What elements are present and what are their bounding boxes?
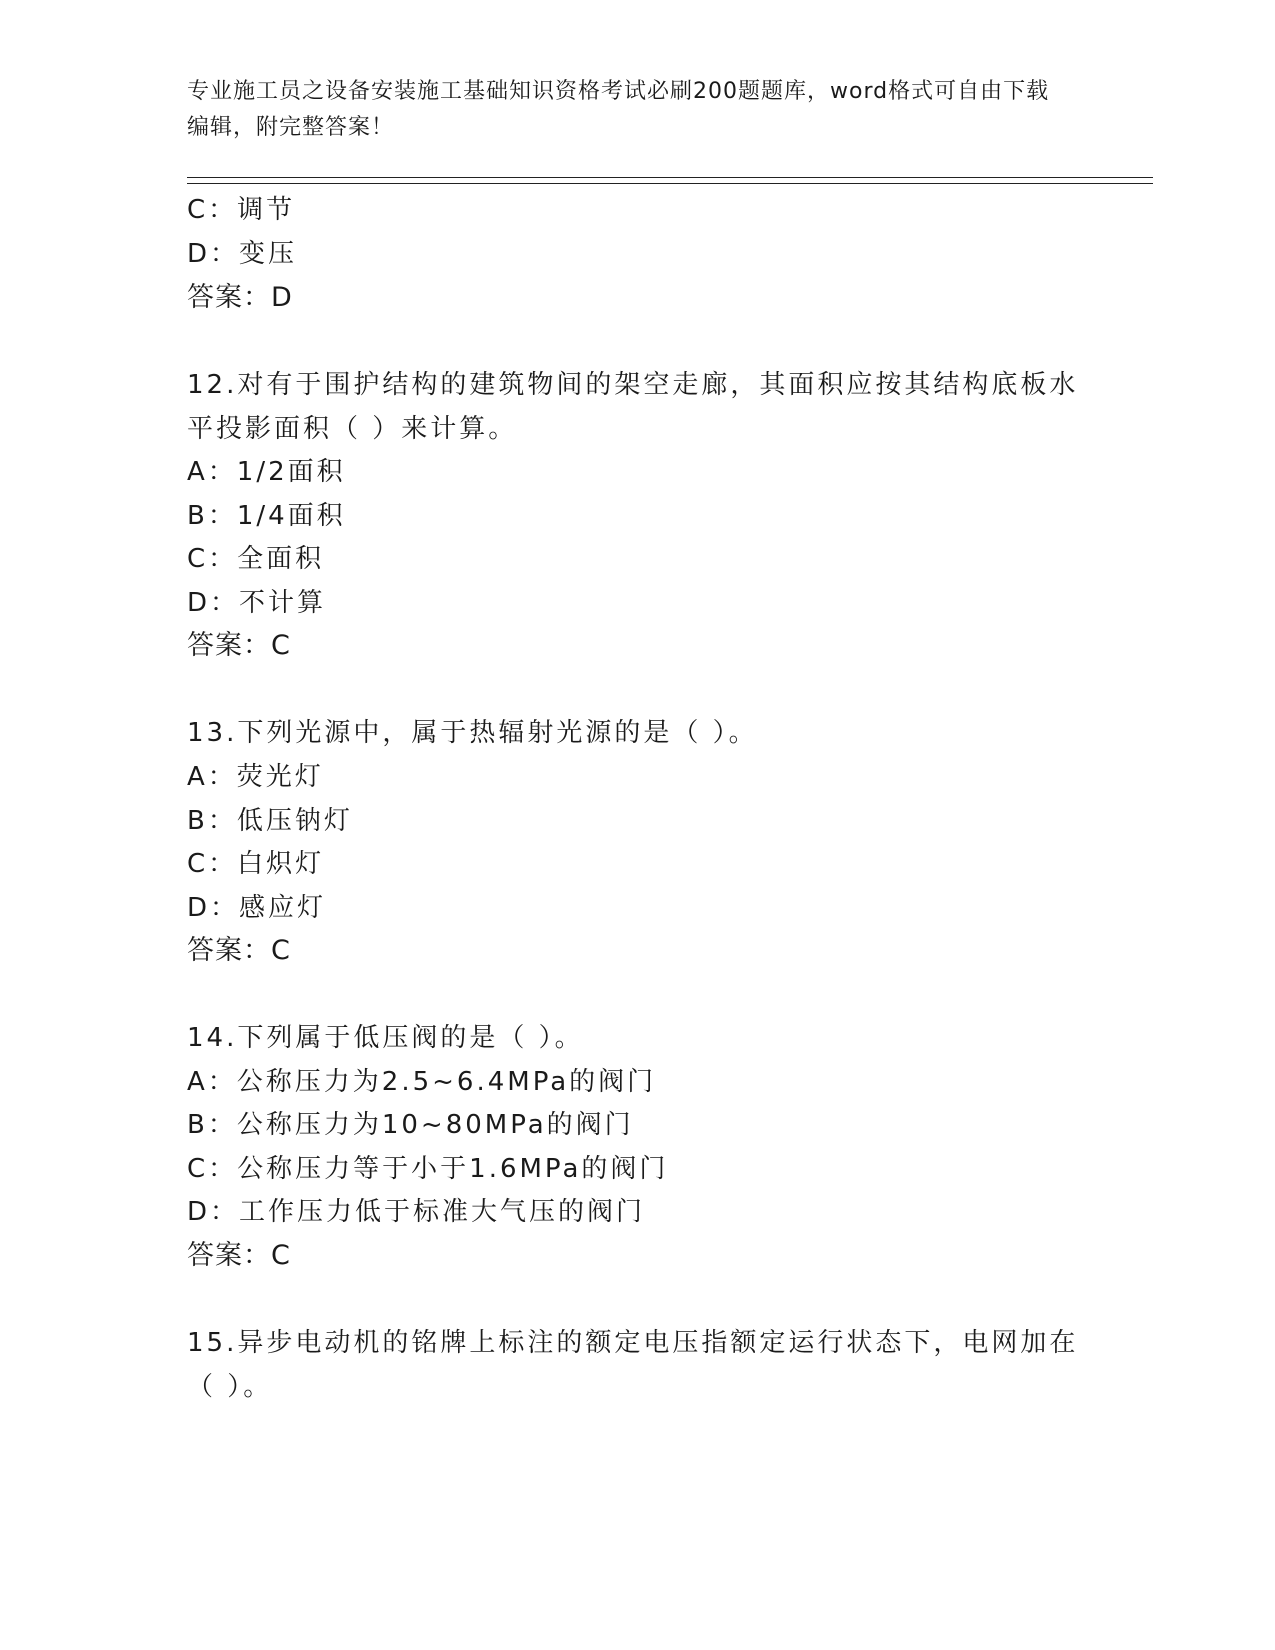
q12-option-a: A：1/2面积 [187, 457, 346, 487]
q11-option-d: D：变压 [187, 239, 298, 269]
header-divider-top [187, 177, 1153, 178]
q13-option-a: A：荧光灯 [187, 762, 324, 792]
q14-stem-line1: 14.下列属于低压阀的是（ ）。 [187, 1023, 584, 1053]
q14-option-a: A：公称压力为2.5~6.4MPa的阀门 [187, 1067, 657, 1097]
q14-answer: 答案：C [187, 1240, 291, 1271]
q12-answer: 答案：C [187, 630, 291, 661]
q12-option-d: D：不计算 [187, 588, 327, 618]
header-divider-bottom [187, 183, 1153, 184]
q13-answer: 答案：C [187, 935, 291, 966]
q15-stem-line2: （ ）。 [187, 1372, 273, 1402]
q13-option-c: C：白炽灯 [187, 849, 325, 879]
q12-stem-line1: 12.对有于围护结构的建筑物间的架空走廊，其面积应按其结构底板水 [187, 370, 1079, 400]
q14-option-c: C：公称压力等于小于1.6MPa的阀门 [187, 1154, 669, 1184]
q11-answer: 答案：D [187, 282, 293, 313]
q12-option-c: C：全面积 [187, 544, 325, 574]
q13-option-d: D：感应灯 [187, 893, 327, 923]
q14-option-d: D：工作压力低于标准大气压的阀门 [187, 1197, 646, 1227]
q12-stem-line2: 平投影面积（ ）来计算。 [187, 414, 518, 444]
q11-option-c: C：调节 [187, 195, 296, 225]
q14-option-b: B：公称压力为10~80MPa的阀门 [187, 1110, 634, 1140]
q13-option-b: B：低压钠灯 [187, 806, 353, 836]
q13-stem-line1: 13.下列光源中，属于热辐射光源的是（ ）。 [187, 718, 758, 748]
document-header-title: 专业施工员之设备安装施工基础知识资格考试必刷200题题库，word格式可自由下载编辑，附完整答案！ [187, 79, 1050, 140]
q15-stem-line1: 15.异步电动机的铭牌上标注的额定电压指额定运行状态下，电网加在 [187, 1328, 1079, 1358]
q12-option-b: B：1/4面积 [187, 501, 346, 531]
